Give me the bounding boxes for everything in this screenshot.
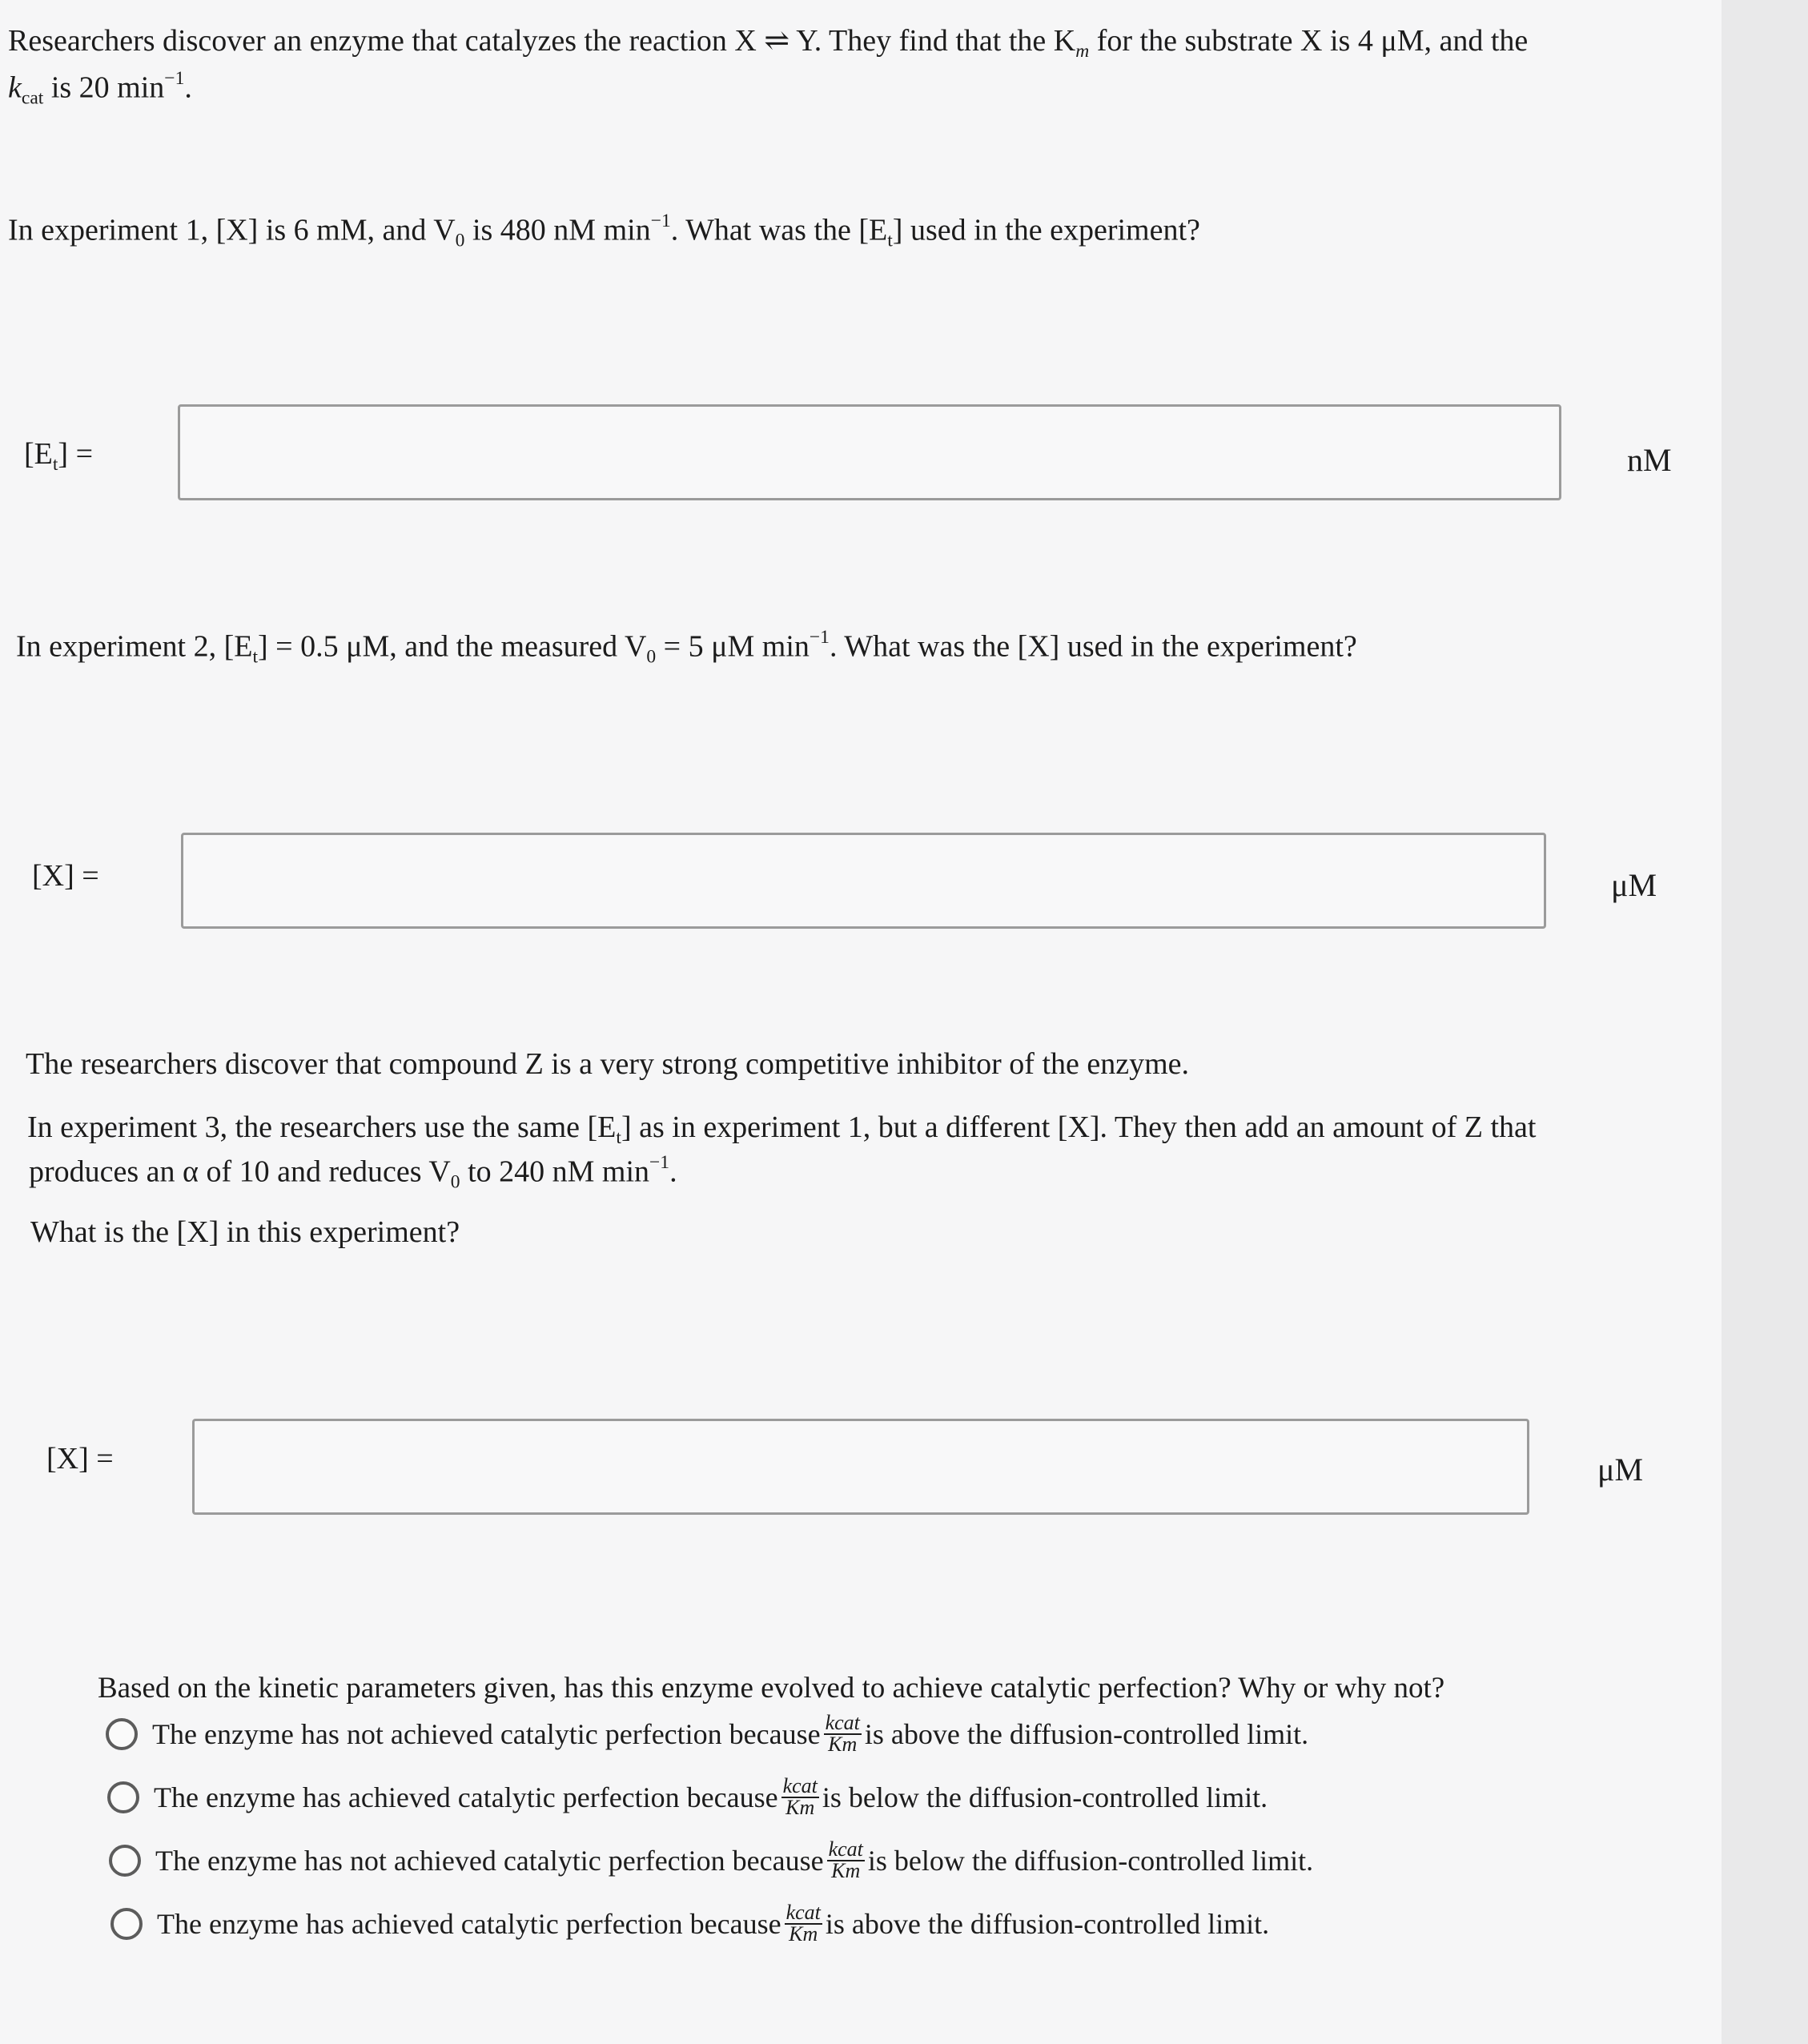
- kcat-over-km: $\frac{\text{kcat}}{Km}$: [785, 1901, 821, 1946]
- radio-button[interactable]: [109, 1845, 141, 1877]
- q3-label: [X] =: [46, 1442, 114, 1476]
- option-1[interactable]: The enzyme has not achieved catalytic perfection because $\frac{\text{kcat}}{Km}$ is above the diffusion-controlled limit.: [106, 1713, 1308, 1754]
- q1-label: $[E_t]$ =: [24, 437, 94, 476]
- radio-button[interactable]: [110, 1908, 143, 1940]
- q4-prompt: Based on the kinetic parameters given, has this enzyme evolved to achieve catalytic perfection? Why or why not?: [98, 1672, 1445, 1705]
- q2-unit: μM: [1611, 867, 1657, 903]
- kcat-over-km: $\frac{\text{kcat}}{Km}$: [782, 1774, 818, 1819]
- et-answer-input[interactable]: [178, 404, 1561, 500]
- q2-prompt: In experiment 2, $[E_t] = 0.5$ μM, and the measured $V_0 = 5$ μM $\min^{-1}$. What was the [X] used in the experiment?: [16, 627, 1357, 668]
- q3-line-3: produces an α of 10 and reduces $V_0$ to 240 nM $\min^{-1}$.: [29, 1152, 677, 1193]
- radio-button[interactable]: [106, 1718, 138, 1750]
- q3-line-1: The researchers discover that compound Z is a very strong competitive inhibitor of the enzyme.: [26, 1047, 1190, 1081]
- q1-prompt: In experiment 1, [X] is 6 mM, and $V_0$ is 480 nM $\min^{-1}$. What was the $[E_t]$ used in the experiment?: [8, 211, 1200, 251]
- option-2[interactable]: The enzyme has achieved catalytic perfection because $\frac{\text{kcat}}{Km}$ is below the diffusion-controlled limit.: [107, 1777, 1268, 1817]
- intro-line-2: $k_{cat}$ is 20 $\min^{-1}$.: [8, 68, 192, 109]
- q3-line-2: In experiment 3, the researchers use the same $[E_t]$ as in experiment 1, but a different [X]. They then add an amount of Z that: [27, 1110, 1537, 1149]
- kcat-over-km: $\frac{\text{kcat}}{Km}$: [828, 1837, 863, 1882]
- option-4[interactable]: The enzyme has achieved catalytic perfection because $\frac{\text{kcat}}{Km}$ is above the diffusion-controlled limit.: [110, 1903, 1269, 1944]
- q3-line-4: What is the [X] in this experiment?: [30, 1215, 460, 1249]
- q1-unit: nM: [1627, 442, 1672, 478]
- x-answer-input-exp3[interactable]: [192, 1419, 1529, 1515]
- q2-label: [X] =: [32, 859, 99, 893]
- kcat-over-km: $\frac{\text{kcat}}{Km}$: [825, 1711, 860, 1756]
- x-answer-input-exp2[interactable]: [181, 833, 1546, 929]
- q3-unit: μM: [1597, 1452, 1644, 1488]
- radio-button[interactable]: [107, 1781, 139, 1813]
- intro-line-1: Researchers discover an enzyme that catalyzes the reaction X ⇌ Y. They find that the $K_m$ for the substrate X is 4 μM, and the: [8, 24, 1529, 62]
- page-edge: [1722, 0, 1808, 2044]
- option-3[interactable]: The enzyme has not achieved catalytic perfection because $\frac{\text{kcat}}{Km}$ is below the diffusion-controlled limit.: [109, 1840, 1313, 1881]
